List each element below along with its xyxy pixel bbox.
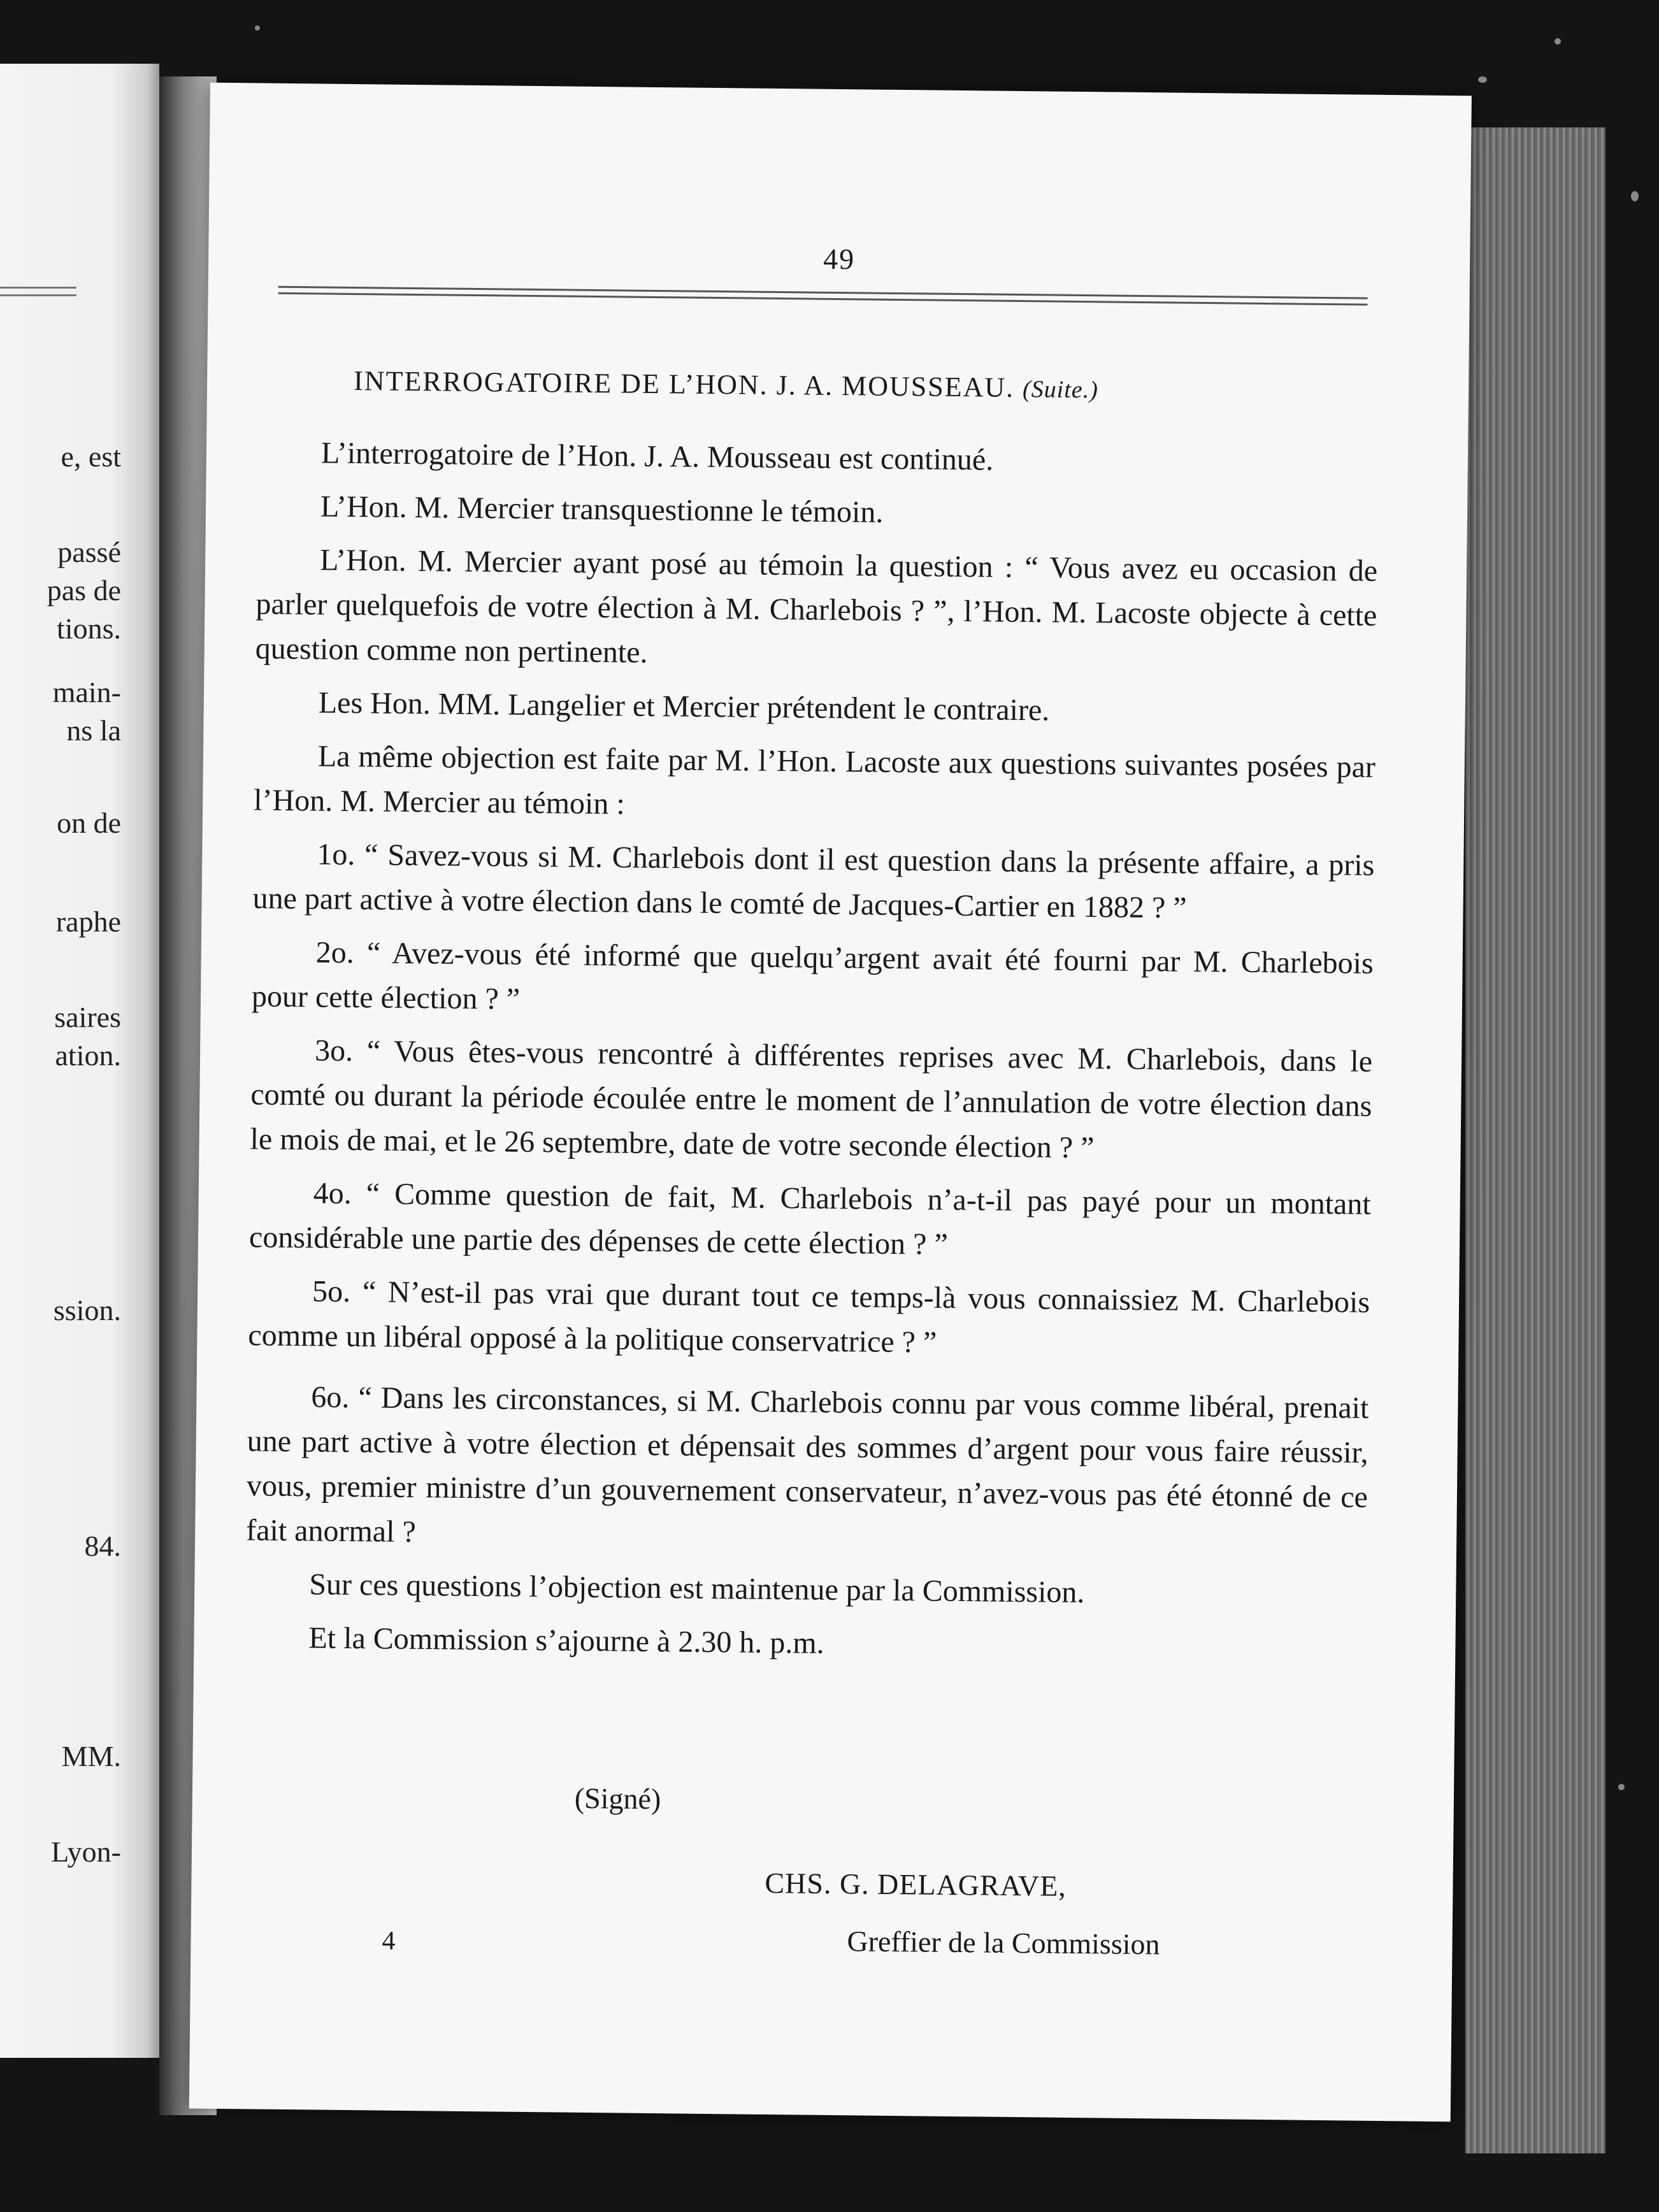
book-page-edges [1465,127,1605,2153]
left-facing-page [0,64,159,2058]
paragraph: L’Hon. M. Mercier transquestionne le témoin. [320,489,884,529]
question-paragraph: 1o. “ Savez-vous si M. Charlebois dont il est question dans la présente affaire, a pris une part active à votre élection dans le comté de Jacques-Cartier en 1882 ? ” [252,837,1375,925]
left-page-fragment: Lyon- [51,1835,121,1868]
paragraph: Et la Commission s’ajourne à 2.30 h. p.m. [308,1621,824,1660]
book-page [189,83,1472,2122]
question-paragraph: 6o. “ Dans les circonstances, si M. Charlebois connu par vous comme libéral, prenait une part active à votre élection et dépensait des sommes d’argent pour vous faire réussir, vous, premier ministre d’un gouvernement conservateur, n’avez-vous pas été étonné de ce fait anormal ? [245,1380,1369,1549]
left-page-fragment: e, est [61,440,121,473]
background-speck [1478,76,1487,83]
question-paragraph: 2o. “ Avez-vous été informé que quelqu’argent avait été fourni par M. Charlebois pour cette élection ? ” [251,935,1374,1016]
left-page-fragment: on de [57,807,121,839]
section-heading [354,364,1098,405]
left-page-fragment: passé [57,536,121,568]
paragraph: L’Hon. M. Mercier ayant posé au témoin la question : “ Vous avez eu occasion de parler quelquefois de votre élection à M. Charlebois ? ”, l’Hon. M. Lacoste objecte à cette question comme non pertinente. [255,543,1378,670]
left-page-fragment: ssion. [53,1294,121,1326]
left-page-fragment: raphe [55,905,121,938]
background-speck [1618,1784,1625,1790]
question-paragraph: 3o. “ Vous êtes-vous rencontré à différentes reprises avec M. Charlebois, dans le comté ou durant la période écoulée entre le moment de l’annulation de votre élection dans le mois de mai, et le 26 septembre, date de votre seconde élection ? ” [250,1033,1373,1165]
left-page-rule [0,294,76,296]
paragraph: L’interrogatoire de l’Hon. J. A. Mousseau est continué. [320,436,994,477]
left-page-fragment: main- [52,676,121,708]
background-speck [1631,191,1639,201]
paragraph: La même objection est faite par M. l’Hon. Lacoste aux questions suivantes posées par l’Hon. M. Mercier au témoin : [253,739,1376,821]
left-page-fragment: ation. [55,1039,121,1072]
left-page-fragment: saires [54,1001,121,1033]
page-number: 49 [822,242,856,276]
left-page-fragment: MM. [61,1740,121,1772]
signed-label: (Signé) [574,1781,661,1816]
left-page-fragment: 84. [84,1530,121,1562]
page-body [245,430,1379,1680]
paragraph: Sur ces questions l’objection est maintenue par la Commission. [309,1567,1085,1610]
left-page-fragment: pas de [47,574,121,607]
left-page-fragment: ns la [66,714,121,747]
question-paragraph: 4o. “ Comme question de fait, M. Charlebois n’a-t-il pas payé pour un montant considérable une partie des dépenses de cette élection ? ” [248,1176,1371,1261]
heading-title: INTERROGATOIRE DE L’HON. J. A. MOUSSEAU. [353,365,1015,403]
header-rule [278,292,1368,306]
signer-title: Greffier de la Commission [847,1925,1160,1961]
signer-name: CHS. G. DELAGRAVE, [765,1866,1067,1902]
paragraph: Les Hon. MM. Langelier et Mercier prétendent le contraire. [318,686,1050,728]
header-rule [278,286,1368,299]
question-paragraph: 5o. “ N’est-il pas vrai que durant tout ce temps-là vous connaissiez M. Charlebois comme un libéral opposé à la politique conservatrice ? ” [248,1274,1370,1360]
sheet-signature-mark: 4 [382,1926,396,1956]
background-speck [255,25,260,31]
background-speck [1555,38,1561,45]
heading-suite: (Suite.) [1022,376,1099,404]
left-page-fragment: tions. [57,612,121,645]
left-page-rule [0,287,76,289]
